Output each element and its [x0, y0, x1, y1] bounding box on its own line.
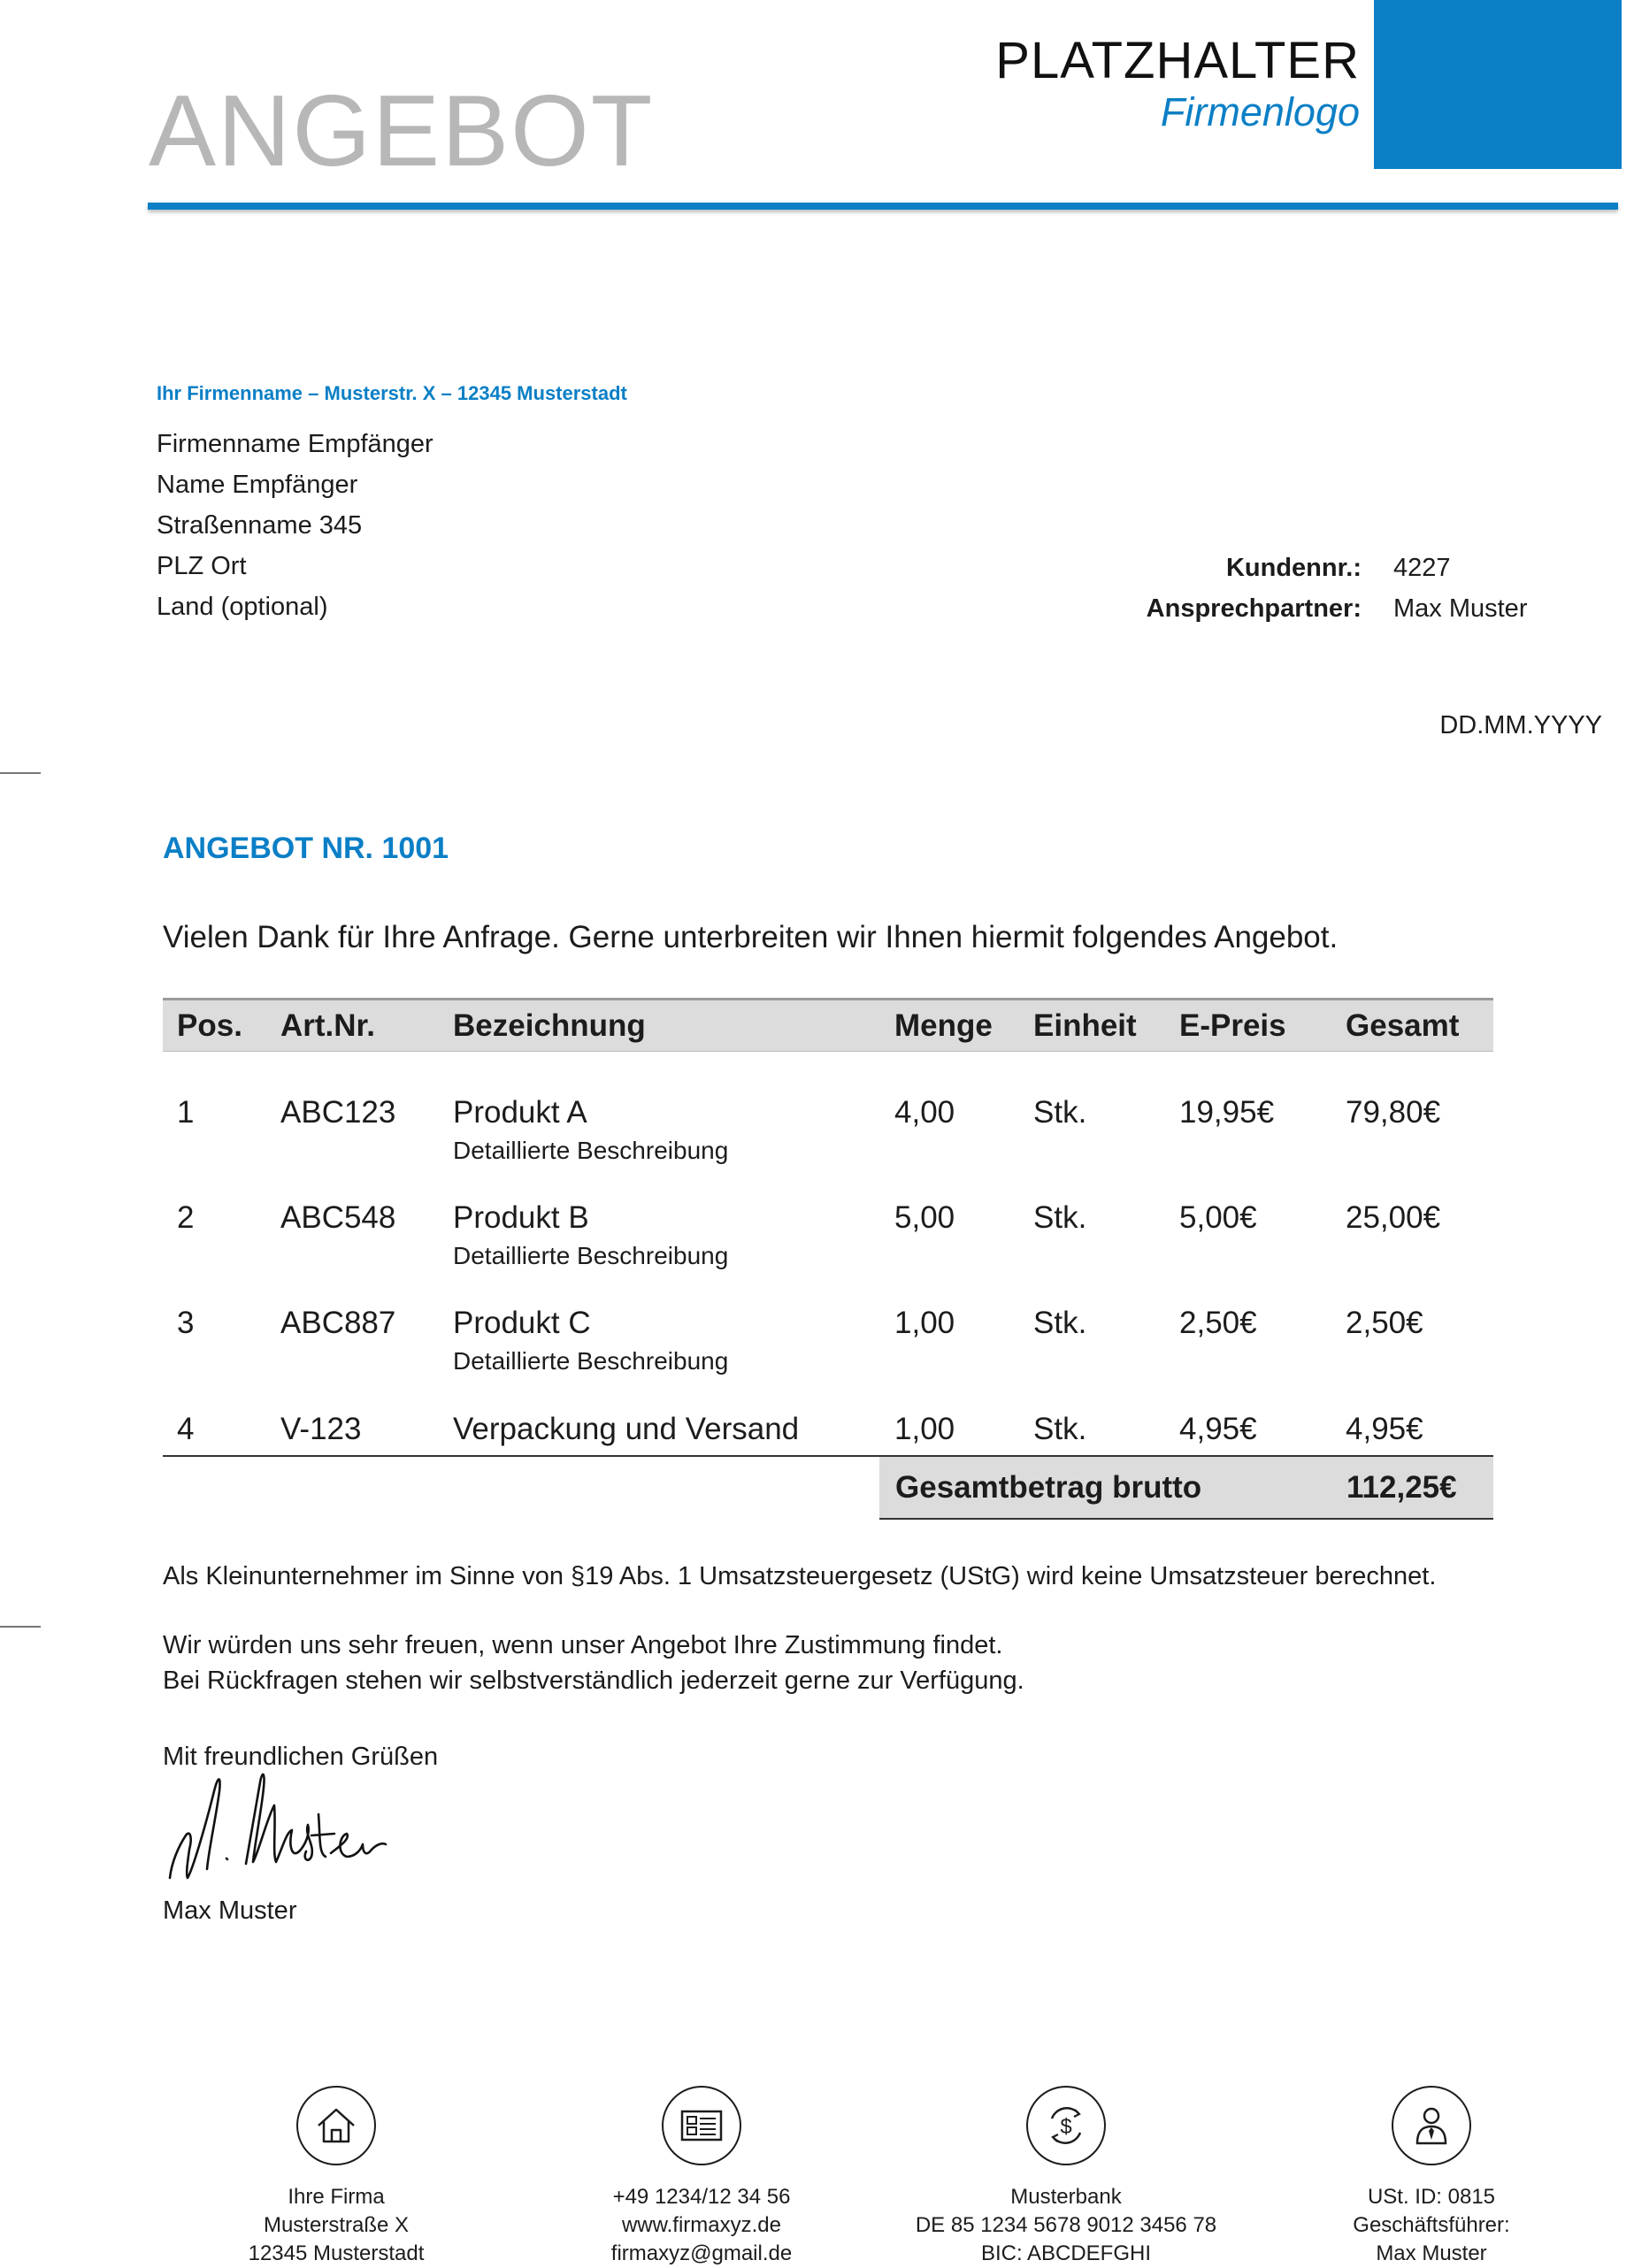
svg-text:$: $	[1060, 2115, 1072, 2139]
footer-managing-director-label: Geschäftsführer:	[1353, 2213, 1510, 2237]
row-quantity: 5,00	[894, 1200, 955, 1235]
row-total: 79,80€	[1346, 1095, 1441, 1130]
signer-name: Max Muster	[163, 1896, 297, 1925]
column-header-article-number: Art.Nr.	[280, 1008, 375, 1043]
row-quantity: 1,00	[894, 1412, 955, 1446]
row-unit-price: 5,00€	[1179, 1200, 1257, 1235]
recipient-company: Firmenname Empfänger	[157, 430, 433, 458]
offer-number-title: ANGEBOT NR. 1001	[163, 831, 449, 865]
row-product-description: Detaillierte Beschreibung	[453, 1242, 729, 1269]
column-header-unit: Einheit	[1033, 1008, 1137, 1043]
row-pos: 2	[177, 1200, 195, 1235]
greeting: Mit freundlichen Grüßen	[163, 1743, 439, 1771]
footer-column-bank	[880, 2086, 1252, 2268]
row-pos: 1	[177, 1095, 195, 1130]
table-header-row	[163, 998, 1493, 1052]
row-total: 2,50€	[1346, 1306, 1423, 1340]
row-pos: 3	[177, 1306, 195, 1340]
row-article-number: ABC887	[280, 1306, 396, 1340]
column-header-quantity: Menge	[894, 1008, 993, 1043]
row-product-description: Detaillierte Beschreibung	[453, 1137, 729, 1164]
recipient-name: Name Empfänger	[157, 471, 358, 499]
offer-table	[163, 998, 1493, 1052]
footer-column-legal	[1246, 2086, 1617, 2268]
footer-managing-director-name: Max Muster	[1376, 2241, 1487, 2265]
footer-bank-name: Musterbank	[1010, 2185, 1122, 2209]
intro-text: Vielen Dank für Ihre Anfrage. Gerne unterbreiten wir Ihnen hiermit folgendes Angebot.	[163, 920, 1339, 954]
table-bottom-rule	[163, 1455, 879, 1457]
document-title: ANGEBOT	[149, 75, 655, 188]
customer-number-label: Kundennr.:	[1225, 554, 1362, 582]
business-person-icon	[1392, 2086, 1471, 2165]
document-date: DD.MM.YYYY	[1439, 711, 1602, 739]
footer-column-contact	[516, 2086, 887, 2268]
logo-block	[1374, 0, 1622, 169]
recipient-country: Land (optional)	[157, 593, 328, 621]
footer-company-street: Musterstraße X	[263, 2213, 410, 2237]
house-icon	[296, 2086, 376, 2165]
table-row	[163, 1097, 1493, 1176]
sender-address-line: Ihr Firmenname – Musterstr. X – 12345 Musterstadt	[157, 382, 627, 404]
row-total: 4,95€	[1346, 1412, 1423, 1446]
logo-placeholder-subtext: Firmenlogo	[1160, 89, 1360, 134]
handwritten-signature	[163, 1765, 393, 1889]
row-unit: Stk.	[1033, 1306, 1087, 1340]
row-unit-price: 2,50€	[1179, 1306, 1257, 1340]
contact-person-label: Ansprechpartner:	[1146, 594, 1362, 623]
row-pos: 4	[177, 1412, 195, 1446]
row-product-name: Verpackung und Versand	[453, 1412, 800, 1446]
fold-mark	[0, 1626, 41, 1628]
contact-card-icon	[662, 2086, 741, 2165]
footer-iban: DE 85 1234 5678 9012 3456 78	[915, 2213, 1217, 2237]
row-total: 25,00€	[1346, 1200, 1441, 1235]
contact-person-value: Max Muster	[1393, 594, 1528, 623]
recipient-street: Straßenname 345	[157, 511, 363, 540]
row-product-description: Detaillierte Beschreibung	[453, 1347, 729, 1375]
table-row	[163, 1414, 1493, 1452]
row-unit-price: 4,95€	[1179, 1412, 1257, 1446]
total-row	[879, 1455, 1493, 1520]
row-product-name: Produkt C	[453, 1306, 591, 1340]
customer-number-value: 4227	[1393, 554, 1451, 582]
dollar-exchange-icon	[1026, 2086, 1106, 2165]
closing-text-line-1: Wir würden uns sehr freuen, wenn unser Angebot Ihre Zustimmung findet.	[163, 1631, 1003, 1659]
row-unit-price: 19,95€	[1179, 1095, 1275, 1130]
row-article-number: ABC548	[280, 1200, 396, 1235]
row-product-name: Produkt A	[453, 1095, 587, 1130]
total-value: 112,25€	[1346, 1470, 1457, 1505]
fold-mark	[0, 772, 41, 774]
footer-bic: BIC: ABCDEFGHI	[980, 2241, 1152, 2265]
row-quantity: 4,00	[894, 1095, 955, 1130]
row-quantity: 1,00	[894, 1306, 955, 1340]
footer-column-company	[150, 2086, 522, 2268]
footer-email: firmaxyz@gmail.de	[610, 2241, 793, 2265]
footer-website: www.firmaxyz.de	[621, 2213, 782, 2237]
footer-company-name: Ihre Firma	[288, 2185, 385, 2209]
logo-placeholder-text: PLATZHALTER	[995, 32, 1360, 89]
total-label: Gesamtbetrag brutto	[895, 1470, 1202, 1505]
footer-phone: +49 1234/12 34 56	[612, 2185, 791, 2209]
row-article-number: V-123	[280, 1412, 362, 1446]
row-product-name: Produkt B	[453, 1200, 589, 1235]
footer-vat-id: USt. ID: 0815	[1367, 2185, 1496, 2209]
footer-company-city: 12345 Musterstadt	[248, 2241, 425, 2265]
row-article-number: ABC123	[280, 1095, 396, 1130]
recipient-city: PLZ Ort	[157, 552, 247, 580]
column-header-pos: Pos.	[177, 1008, 242, 1043]
header-rule	[148, 203, 1618, 210]
row-unit: Stk.	[1033, 1095, 1087, 1130]
closing-text-line-2: Bei Rückfragen stehen wir selbstverständlich jederzeit gerne zur Verfügung.	[163, 1667, 1024, 1695]
table-row	[163, 1307, 1493, 1387]
column-header-total: Gesamt	[1346, 1008, 1460, 1043]
column-header-unit-price: E-Preis	[1179, 1008, 1286, 1043]
column-header-description: Bezeichnung	[453, 1008, 646, 1043]
tax-note: Als Kleinunternehmer im Sinne von §19 Abs. 1 Umsatzsteuergesetz (UStG) wird keine Umsatzsteuer berechnet.	[163, 1562, 1437, 1590]
table-row	[163, 1202, 1493, 1282]
row-unit: Stk.	[1033, 1412, 1087, 1446]
row-unit: Stk.	[1033, 1200, 1087, 1235]
